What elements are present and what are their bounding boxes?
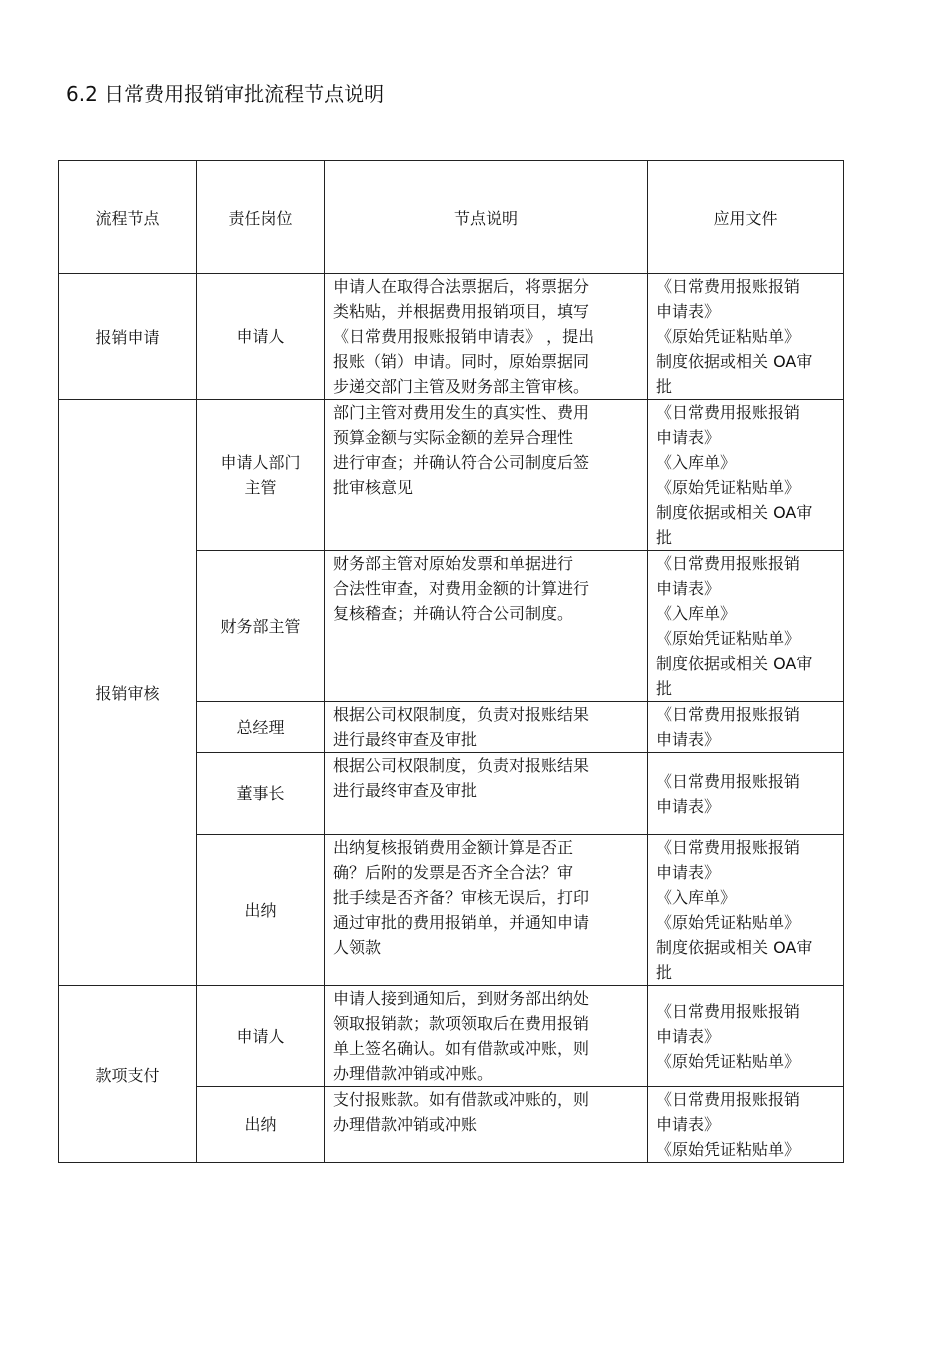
document-line: 《原始凭证粘贴单》 bbox=[656, 913, 801, 932]
document-line: 申请表》 bbox=[656, 428, 721, 447]
description-cell bbox=[325, 702, 648, 753]
document-line: 制度依据或相关 OA审 bbox=[656, 654, 813, 673]
document-line: 申请表》 bbox=[656, 796, 721, 816]
description-line: 出纳复核报销费用金额计算是否正 bbox=[333, 838, 574, 857]
document-line: 《日常费用报账报销 bbox=[656, 771, 801, 791]
role-line: 财务部主管 bbox=[220, 616, 301, 636]
header-node-description: 节点说明 bbox=[325, 161, 648, 274]
role-line: 主管 bbox=[244, 478, 277, 497]
description-line: 报账（销）申请。同时，原始票据同 bbox=[333, 352, 590, 371]
description-line: 办理借款冲销或冲账 bbox=[333, 1115, 478, 1134]
description-cell bbox=[325, 1087, 648, 1163]
document-line: 《日常费用报账报销 bbox=[656, 277, 801, 296]
document-line: 《原始凭证粘贴单》 bbox=[656, 1051, 801, 1071]
description-line: 进行审查；并确认符合公司制度后签 bbox=[333, 453, 590, 472]
document-line: 《入库单》 bbox=[656, 453, 737, 472]
header-responsible-role: 责任岗位 bbox=[197, 161, 325, 274]
description-line: 类粘贴，并根据费用报销项目，填写 bbox=[333, 302, 590, 321]
role-cell bbox=[197, 400, 325, 551]
role-cell bbox=[197, 1087, 325, 1163]
process-node-table bbox=[58, 160, 844, 1163]
description-line: 领取报销款；款项领取后在费用报销 bbox=[333, 1014, 590, 1033]
documents-cell bbox=[648, 274, 844, 400]
stage-cell: 报销审核 bbox=[59, 400, 197, 986]
description-line: 进行最终审查及审批 bbox=[333, 781, 478, 800]
role-cell bbox=[197, 702, 325, 753]
description-cell bbox=[325, 551, 648, 702]
documents-cell bbox=[648, 551, 844, 702]
description-line: 支付报账款。如有借款或冲账的，则 bbox=[333, 1090, 590, 1109]
document-line: 申请表》 bbox=[656, 863, 721, 882]
description-cell bbox=[325, 835, 648, 986]
document-line: 批 bbox=[656, 377, 673, 396]
document-line: 《日常费用报账报销 bbox=[656, 705, 801, 724]
documents-cell bbox=[648, 1087, 844, 1163]
documents-cell bbox=[648, 702, 844, 753]
role-line: 申请人 bbox=[236, 327, 285, 346]
document-line: 批 bbox=[656, 528, 673, 547]
document-line: 批 bbox=[656, 679, 673, 698]
description-line: 预算金额与实际金额的差异合理性 bbox=[333, 428, 574, 447]
description-line: 单上签名确认。如有借款或冲账，则 bbox=[333, 1039, 590, 1058]
document-line: 《日常费用报账报销 bbox=[656, 554, 801, 573]
role-line: 出纳 bbox=[244, 900, 277, 920]
table-row bbox=[59, 274, 844, 400]
description-cell bbox=[325, 753, 648, 835]
document-line: 《日常费用报账报销 bbox=[656, 1090, 801, 1109]
description-line: 根据公司权限制度，负责对报账结果 bbox=[333, 756, 590, 775]
description-line: 申请人接到通知后，到财务部出纳处 bbox=[333, 989, 590, 1008]
document-line: 《日常费用报账报销 bbox=[656, 403, 801, 422]
role-line: 出纳 bbox=[244, 1115, 277, 1134]
document-line: 《入库单》 bbox=[656, 888, 737, 907]
documents-cell bbox=[648, 835, 844, 986]
document-line: 申请表》 bbox=[656, 1115, 721, 1134]
document-line: 《原始凭证粘贴单》 bbox=[656, 327, 801, 346]
header-process-node: 流程节点 bbox=[59, 161, 197, 274]
document-line: 《原始凭证粘贴单》 bbox=[656, 478, 801, 497]
description-line: 确？后附的发票是否齐全合法？审 bbox=[333, 863, 574, 882]
description-line: 合法性审查，对费用金额的计算进行 bbox=[333, 579, 590, 598]
role-line: 申请人部门 bbox=[220, 453, 301, 472]
description-line: 批手续是否齐备？审核无误后，打印 bbox=[333, 888, 590, 907]
document-line: 申请表》 bbox=[656, 579, 721, 598]
document-line: 制度依据或相关 OA审 bbox=[656, 938, 813, 957]
description-line: 步递交部门主管及财务部主管审核。 bbox=[333, 377, 590, 396]
table-header-row bbox=[59, 161, 844, 274]
role-cell bbox=[197, 551, 325, 702]
role-cell bbox=[197, 986, 325, 1087]
description-cell bbox=[325, 986, 648, 1087]
document-line: 申请表》 bbox=[656, 1026, 721, 1046]
description-line: 申请人在取得合法票据后，将票据分 bbox=[333, 277, 590, 296]
role-cell bbox=[197, 835, 325, 986]
stage-cell: 款项支付 bbox=[59, 986, 197, 1163]
document-line: 制度依据或相关 OA审 bbox=[656, 352, 813, 371]
documents-cell bbox=[648, 753, 844, 835]
role-cell bbox=[197, 753, 325, 835]
description-line: 通过审批的费用报销单，并通知申请 bbox=[333, 913, 590, 932]
document-line: 申请表》 bbox=[656, 302, 721, 321]
table-row bbox=[59, 400, 844, 551]
description-line: 人领款 bbox=[333, 938, 382, 957]
document-line: 申请表》 bbox=[656, 730, 721, 749]
description-line: 财务部主管对原始发票和单据进行 bbox=[333, 554, 574, 573]
role-line: 董事长 bbox=[236, 784, 285, 803]
description-cell bbox=[325, 274, 648, 400]
description-line: 根据公司权限制度，负责对报账结果 bbox=[333, 705, 590, 724]
stage-cell: 报销申请 bbox=[59, 274, 197, 400]
description-line: 《日常费用报账报销申请表》 ，提出 bbox=[333, 327, 595, 346]
table-row bbox=[59, 986, 844, 1087]
section-title: 6.2 日常费用报销审批流程节点说明 bbox=[66, 82, 385, 106]
document-line: 《原始凭证粘贴单》 bbox=[656, 629, 801, 648]
description-cell bbox=[325, 400, 648, 551]
description-line: 进行最终审查及审批 bbox=[333, 730, 478, 749]
description-line: 部门主管对费用发生的真实性、费用 bbox=[333, 403, 590, 422]
role-cell bbox=[197, 274, 325, 400]
description-line: 办理借款冲销或冲账。 bbox=[333, 1064, 494, 1083]
role-line: 总经理 bbox=[236, 717, 285, 737]
documents-cell bbox=[648, 986, 844, 1087]
document-line: 《日常费用报账报销 bbox=[656, 838, 801, 857]
document-line: 批 bbox=[656, 963, 673, 982]
document-line: 制度依据或相关 OA审 bbox=[656, 503, 813, 522]
description-line: 复核稽查；并确认符合公司制度。 bbox=[333, 604, 574, 623]
documents-cell bbox=[648, 400, 844, 551]
description-line: 批审核意见 bbox=[333, 478, 414, 497]
document-line: 《日常费用报账报销 bbox=[656, 1001, 801, 1021]
document-line: 《原始凭证粘贴单》 bbox=[656, 1140, 801, 1159]
header-applied-documents: 应用文件 bbox=[648, 161, 844, 274]
document-line: 《入库单》 bbox=[656, 604, 737, 623]
role-line: 申请人 bbox=[236, 1026, 285, 1046]
